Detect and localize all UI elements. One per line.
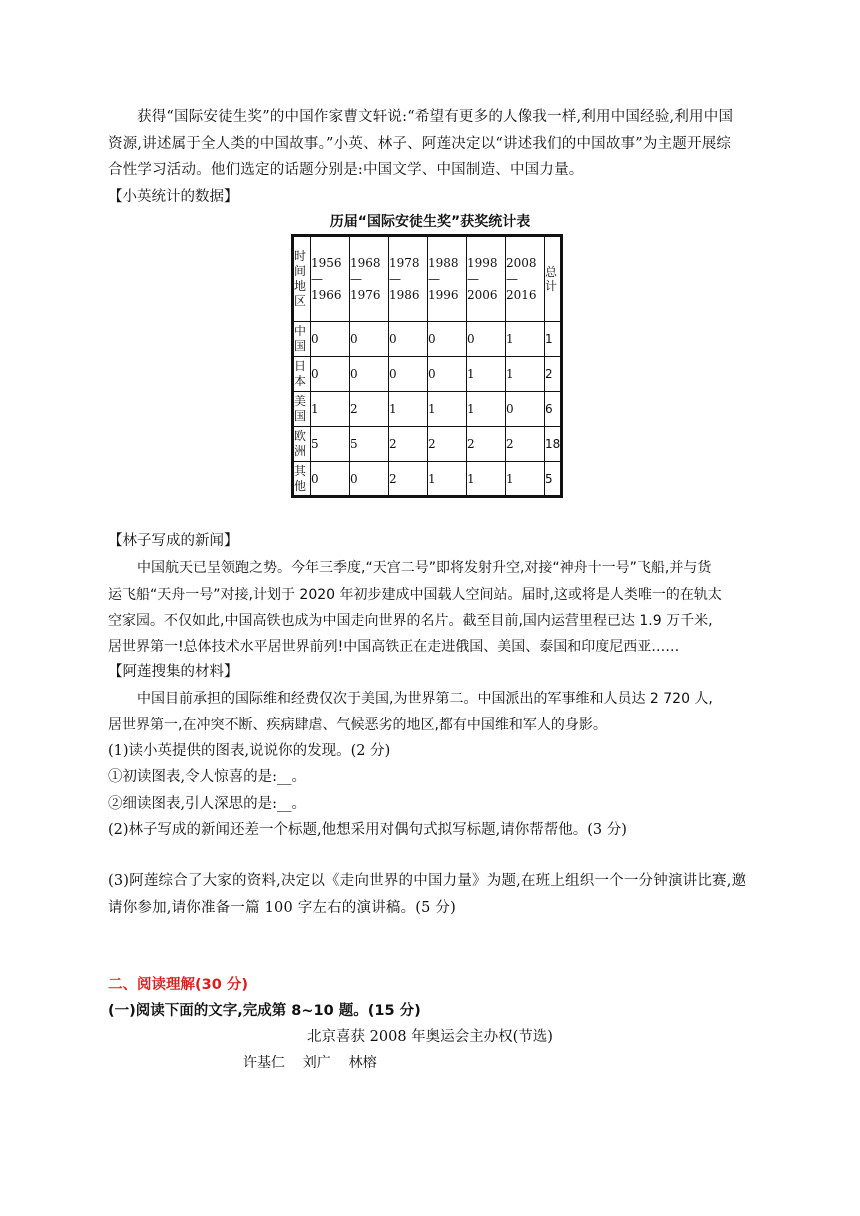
period-to: 1976 (350, 288, 381, 302)
period-from: 1956— (311, 256, 342, 286)
value-cell: 5 (311, 427, 350, 462)
reading-instructions: (一)阅读下面的文字,完成第 8~10 题。(15 分) (108, 1003, 421, 1019)
region-cell (293, 462, 311, 497)
period-to: 1996 (428, 288, 459, 302)
news-line-2: 运飞船“天舟一号”对接,计划于 2020 年初步建成中国载人空间站。届时,这或将是人类唯一的在轨太 (108, 587, 722, 603)
value-cell: 2 (428, 427, 467, 462)
value-cell: 1 (506, 462, 545, 497)
value-cell: 0 (506, 392, 545, 427)
article-title: 北京喜获 2008 年奥运会主办权(节选) (307, 1029, 553, 1045)
total-cell: 18 (545, 427, 562, 462)
value-cell: 0 (311, 322, 350, 357)
value-cell: 2 (506, 427, 545, 462)
region-cell (293, 427, 311, 462)
value-cell: 0 (311, 357, 350, 392)
region-label: 美国 (294, 394, 307, 423)
intro-line-2: 资源,讲述属于全人类的中国故事。”小英、林子、阿莲决定以“讲述我们的中国故事”为主题开展综 (108, 136, 732, 152)
period-to: 1966 (311, 288, 342, 302)
region-cell (293, 357, 311, 392)
region-cell (293, 392, 311, 427)
period-from: 2008— (506, 256, 537, 286)
period-to: 2006 (467, 288, 498, 302)
total-header (545, 236, 562, 322)
value-cell: 1 (467, 392, 506, 427)
news-line-3: 空家园。不仅如此,中国高铁也成为中国走向世界的名片。截至目前,国内运营里程已达 1.9 万千米, (108, 613, 713, 629)
question-3-line-2: 请你参加,请你准备一篇 100 字左右的演讲稿。(5 分) (108, 900, 456, 916)
news-line-1: 中国航天已呈领跑之势。今年三季度,“天宫二号”即将发射升空,对接“神舟十一号”飞船,并与货 (137, 560, 712, 576)
corner-label-time: 时间 (294, 249, 307, 278)
value-cell: 2 (389, 462, 428, 497)
value-cell: 0 (428, 357, 467, 392)
award-statistics-table (291, 234, 563, 498)
region-label: 中国 (294, 324, 307, 353)
table-header-row (293, 236, 562, 322)
news-line-4: 居世界第一!总体技术水平居世界前列!中国高铁正在走进俄国、美国、泰国和印度尼西亚…… (108, 639, 680, 655)
question-1-part-b: ②细读图表,引人深思的是:__。 (108, 796, 306, 812)
question-1: (1)读小英提供的图表,说说你的发现。(2 分) (108, 743, 391, 759)
period-header (506, 236, 545, 322)
region-cell (293, 322, 311, 357)
total-cell: 1 (545, 322, 562, 357)
period-from: 1968— (350, 256, 381, 286)
question-1-part-a: ①初读图表,令人惊喜的是:__。 (108, 769, 306, 785)
value-cell: 0 (311, 462, 350, 497)
total-cell: 6 (545, 392, 562, 427)
period-to: 1986 (389, 288, 420, 302)
total-cell: 2 (545, 357, 562, 392)
region-label: 日本 (294, 359, 307, 388)
table-row (293, 462, 562, 497)
table-corner-cell (293, 236, 311, 322)
value-cell: 0 (350, 357, 389, 392)
intro-line-3: 合性学习活动。他们选定的话题分别是:中国文学、中国制造、中国力量。 (108, 162, 584, 178)
period-from: 1988— (428, 256, 459, 286)
section-heading-linzi: 【林子写成的新闻】 (108, 533, 239, 549)
material-line-1: 中国目前承担的国际维和经费仅次于美国,为世界第二。中国派出的军事维和人员达 2 720 人, (137, 691, 713, 707)
period-header (428, 236, 467, 322)
question-2: (2)林子写成的新闻还差一个标题,他想采用对偶句式拟写标题,请你帮帮他。(3 分) (108, 822, 627, 838)
table-row (293, 357, 562, 392)
total-header-label: 总计 (545, 265, 558, 293)
period-to: 2016 (506, 288, 537, 302)
value-cell: 0 (428, 322, 467, 357)
period-header (389, 236, 428, 322)
table-row (293, 322, 562, 357)
region-label: 欧洲 (294, 429, 307, 458)
table-row (293, 392, 562, 427)
value-cell: 0 (467, 322, 506, 357)
value-cell: 1 (428, 462, 467, 497)
period-from: 1998— (467, 256, 498, 286)
question-3-line-1: (3)阿莲综合了大家的资料,决定以《走向世界的中国力量》为题,在班上组织一个一分钟演讲比赛,邀 (108, 873, 747, 889)
value-cell: 0 (389, 357, 428, 392)
table-title: 历届“国际安徒生奖”获奖统计表 (329, 214, 531, 230)
period-header (467, 236, 506, 322)
period-header (311, 236, 350, 322)
value-cell: 0 (350, 462, 389, 497)
total-cell: 5 (545, 462, 562, 497)
value-cell: 1 (467, 357, 506, 392)
value-cell: 2 (467, 427, 506, 462)
value-cell: 1 (467, 462, 506, 497)
value-cell: 1 (389, 392, 428, 427)
value-cell: 1 (311, 392, 350, 427)
region-label: 其他 (294, 463, 307, 493)
intro-line-1: 获得“国际安徒生奖”的中国作家曹文轩说:“希望有更多的人像我一样,利用中国经验,利用中国 (137, 109, 734, 125)
value-cell: 1 (428, 392, 467, 427)
material-line-2: 居世界第一,在冲突不断、疾病肆虐、气候恶劣的地区,都有中国维和军人的身影。 (108, 717, 607, 733)
period-from: 1978— (389, 256, 420, 286)
value-cell: 2 (389, 427, 428, 462)
table-row (293, 427, 562, 462)
value-cell: 0 (350, 322, 389, 357)
value-cell: 0 (389, 322, 428, 357)
value-cell: 1 (506, 357, 545, 392)
section-heading-alian: 【阿莲搜集的材料】 (108, 664, 239, 680)
section-heading-xiaoying: 【小英统计的数据】 (108, 189, 239, 205)
value-cell: 1 (506, 322, 545, 357)
period-header (350, 236, 389, 322)
corner-label-region: 地区 (294, 279, 307, 308)
value-cell: 2 (350, 392, 389, 427)
section-heading-reading: 二、阅读理解(30 分) (108, 977, 248, 993)
article-authors: 许基仁 刘广 林榕 (243, 1055, 377, 1071)
value-cell: 5 (350, 427, 389, 462)
